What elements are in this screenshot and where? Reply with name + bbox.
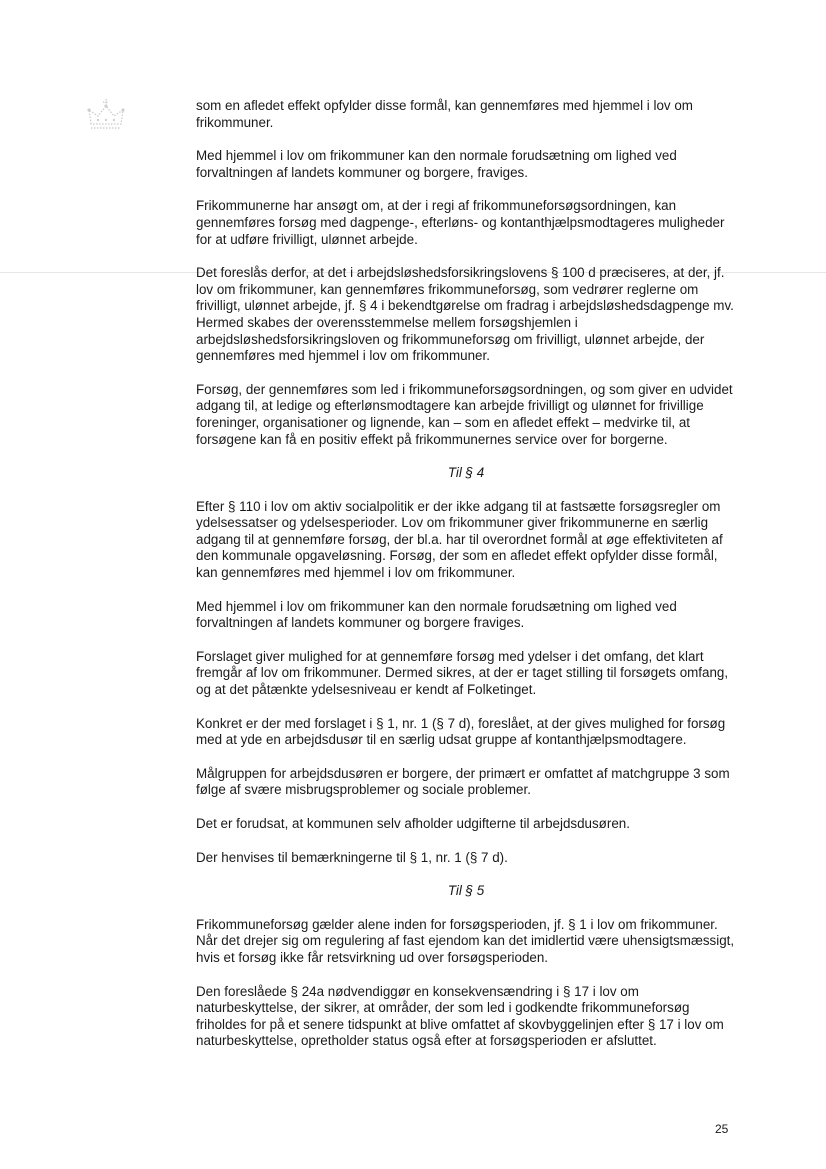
paragraph: Med hjemmel i lov om frikommuner kan den normale forudsætning om lighed ved forvaltningen af landets kommuner og borgere fraviges. [196, 598, 677, 631]
paragraph: Efter § 110 i lov om aktiv socialpolitik er der ikke adgang til at fastsætte forsøgsregler om ydelsessatser og ydelsesperioder. Lov om frikommuner giver frikommunerne en særlig adgang til at gennemføre forsøg, der bl.a. har til overordnet formål at øge effektiviteten af den kommunale opgaveløsning. Forsøg, der som en afledet effekt opfylder disse formål, kan gennemføres med hjemmel i lov om frikommuner. [196, 498, 723, 581]
paragraph: Der henvises til bemærkningerne til § 1, nr. 1 (§ 7 d). [196, 849, 508, 865]
paragraph: Den foreslåede § 24a nødvendiggør en konsekvensændring i § 17 i lov om naturbeskyttelse, der sikrer, at områder, der som led i godkendte frikommuneforsøg friholdes for på et senere tidspunkt at blive omfattet af skovbyggelinjen efter § 17 i lov om naturbeskyttelse, opretholder status også efter at forsøgsperioden er afsluttet. [196, 983, 724, 1049]
document-body [196, 98, 736, 1067]
paragraph: Frikommunerne har ansøgt om, at der i regi af frikommuneforsøgsordningen, kan gennemføres forsøg med dagpenge-, efterløns- og kontanthjælpsmodtageres muligheder for at udføre frivilligt, ulønnet arbejde. [196, 198, 725, 247]
paragraph: Frikommuneforsøg gælder alene inden for forsøgsperioden, jf. § 1 i lov om frikommuner. Når det drejer sig om regulering af fast ejendom kan det imidlertid være uhensigtsmæssigt, hvis et forsøg ikke får retsvirkning ud over forsøgsperioden. [196, 916, 735, 965]
paragraph: Det foreslås derfor, at det i arbejdsløshedsforsikringslovens § 100 d præciseres, at der, jf. lov om frikommuner, kan gennemføres frikommuneforsøg, som vedrører reglerne om frivilligt, ulønnet arbejde, jf. § 4 i bekendtgørelse om fradrag i arbejdsløshedsdagpenge mv. Hermed skabes der overensstemmelse mellem forsøgshjemlen i arbejdsløshedsforsikringsloven og frikommuneforsøg om frivilligt, ulønnet arbejde, der gennemføres med hjemmel i lov om frikommuner. [196, 265, 734, 364]
crown-logo-icon [86, 98, 126, 132]
section-heading: Til § 5 [447, 883, 485, 899]
paragraph: Forslaget giver mulighed for at gennemføre forsøg med ydelser i det omfang, det klart fremgår af lov om frikommuner. Dermed sikres, at der er taget stilling til forsøgets omfang, og at det påtænkte ydelsesniveau er kendt af Folketinget. [196, 648, 729, 698]
paragraph: Det er forudsat, at kommunen selv afholder udgifterne til arbejdsdusøren. [196, 816, 630, 831]
paragraph: som en afledet effekt opfylder disse formål, kan gennemføres med hjemmel i lov om frikommuner. [196, 98, 693, 130]
paragraph: Med hjemmel i lov om frikommuner kan den normale forudsætning om lighed ved forvaltningen af landets kommuner og borgere, fraviges. [196, 148, 677, 180]
page-number: 25 [715, 1122, 729, 1136]
paragraph: Målgruppen for arbejdsdusøren er borgere, der primært er omfattet af matchgruppe 3 som følge af svære misbrugsproblemer og sociale problemer. [196, 765, 730, 798]
section-heading: Til § 4 [447, 465, 485, 481]
paragraph: Forsøg, der gennemføres som led i frikommuneforsøgsordningen, og som giver en udvidet adgang til, at ledige og efterlønsmodtagere kan arbejde frivilligt og ulønnet for frivillige foreninger, organisationer og lignende, kan – som en afledet effekt – medvirke til, at forsøgene kan få en positiv effekt på frikommunernes service over for borgerne. [196, 381, 733, 447]
paragraph: Konkret er der med forslaget i § 1, nr. 1 (§ 7 d), foreslået, at der gives mulighed for forsøg med at yde en arbejdsdusør til en særlig udsat gruppe af kontanthjælpsmodtagere. [196, 715, 726, 748]
